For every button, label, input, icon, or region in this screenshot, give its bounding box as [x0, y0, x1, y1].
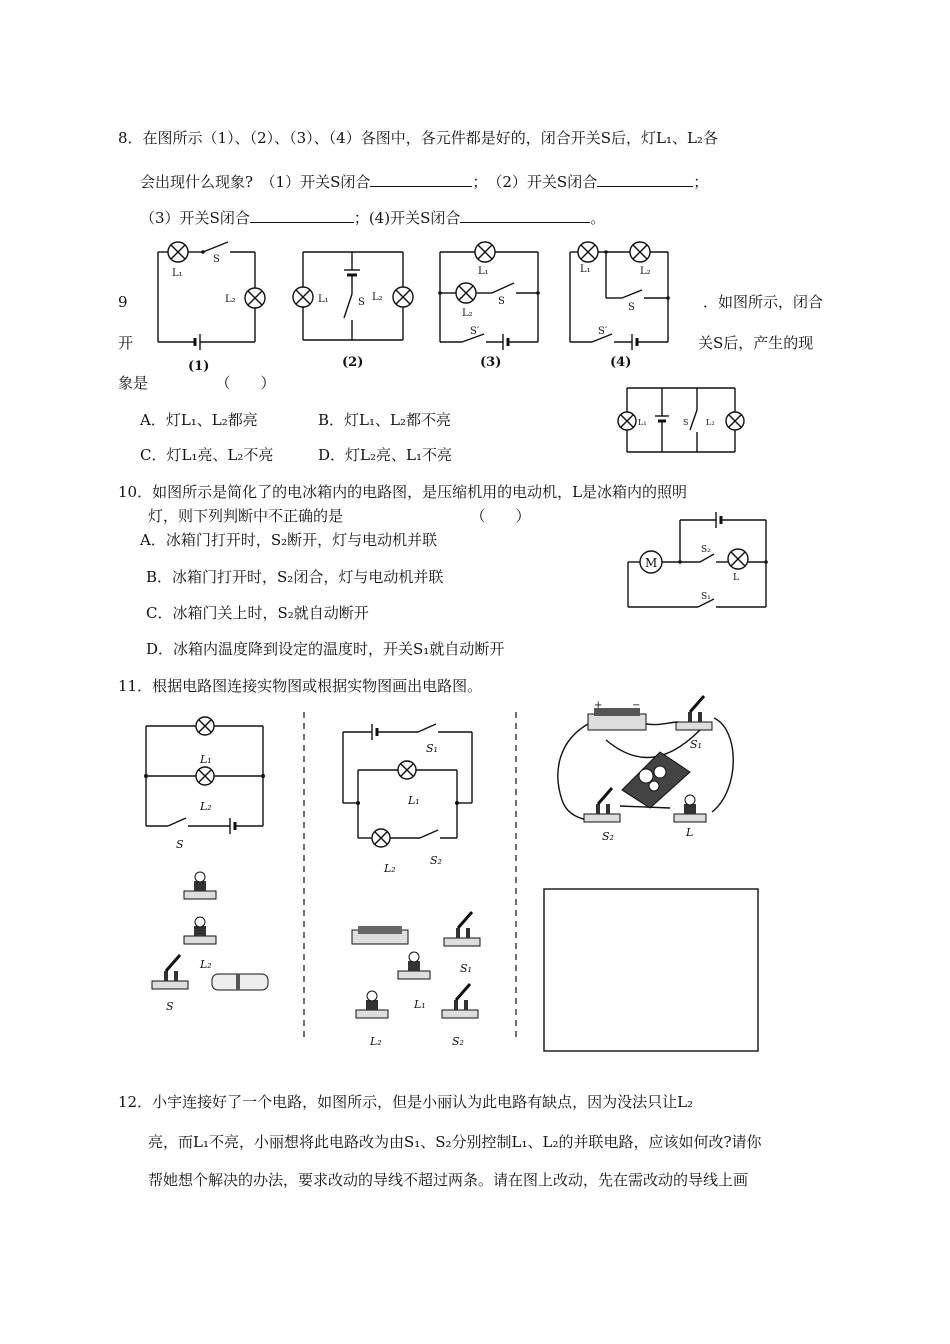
label-plus: +	[594, 700, 603, 711]
q10-line1: 10．如图所示是简化了的电冰箱内的电路图，是压缩机用的电动机，L是冰箱内的照明	[118, 483, 688, 501]
q10-option-c: C．冰箱门关上时，S₂就自动断开	[146, 604, 369, 622]
bulb-component-icon[interactable]	[398, 952, 430, 979]
motor-component-icon	[622, 752, 690, 808]
q8-line2-b: ； （2）开关S闭合	[472, 173, 598, 191]
q12-line3: 帮她想个解决的办法，要求改动的导线不超过两条。请在图上改动，先在需改动的导线上画	[148, 1171, 749, 1189]
q8-line3-b: ；(4)开关S闭合	[353, 209, 461, 227]
label-s2: S₂	[701, 545, 711, 555]
label-l1: L₁	[200, 753, 212, 766]
q9-left2: 开	[118, 334, 134, 352]
label-s: S	[498, 296, 505, 307]
q9-right1: ．如图所示，闭合	[703, 293, 824, 311]
switch-component-icon	[676, 696, 712, 730]
label-s: S	[683, 418, 689, 427]
q9-option-d: D．灯L₂亮、L₁不亮	[318, 446, 452, 464]
q12-line1: 12．小宇连接好了一个电路，如图所示，但是小丽认为此电路有缺点，因为没法只让L₂	[118, 1093, 694, 1111]
label-l: L	[686, 826, 694, 839]
fig-label-1: (1)	[188, 359, 210, 374]
q11-middle-circuit	[343, 724, 480, 1048]
label-s-prime: S′	[470, 326, 480, 337]
battery-component-icon	[588, 714, 646, 730]
label-l2: L₂	[706, 418, 715, 427]
label-l1: L₁	[414, 998, 426, 1011]
bulb-component-icon	[674, 795, 706, 822]
label-l1: L₁	[638, 418, 647, 427]
label-l2: L₂	[370, 1035, 382, 1048]
label-minus: −	[632, 700, 641, 711]
q12-line2: 亮，而L₁不亮，小丽想将此电路改为由S₁、S₂分别控制L₁、L₂的并联电路，应该如何改?请你	[148, 1133, 762, 1151]
q9-line3: 象是 （ ）	[118, 374, 276, 392]
label-s1: S₁	[426, 742, 438, 755]
fig-label-3: (3)	[480, 355, 502, 370]
label-s2: S₂	[452, 1035, 464, 1048]
label-m: M	[645, 556, 658, 570]
label-l2: L₂	[640, 266, 651, 277]
q9-option-a: A．灯L₁、L₂都亮	[140, 411, 258, 429]
switch-component-icon[interactable]	[444, 912, 480, 946]
bulb-component-icon[interactable]	[184, 872, 216, 899]
label-l: L	[733, 573, 739, 583]
switch-component-icon[interactable]	[152, 955, 188, 989]
label-s: S	[176, 838, 184, 851]
label-l2: L₂	[200, 958, 212, 971]
q10-option-b: B．冰箱门打开时，S₂闭合，灯与电动机并联	[146, 568, 444, 586]
switch-component-icon[interactable]	[442, 984, 478, 1018]
q8-line2-c: ；	[693, 173, 709, 191]
lamp-icon	[196, 717, 214, 735]
lamp-icon	[372, 829, 390, 847]
q8-line3-a: （3）开关S闭合	[140, 209, 250, 227]
lamp-icon	[196, 767, 214, 785]
q11-left-circuit	[144, 717, 268, 1013]
label-l2: L₂	[384, 862, 396, 875]
label-l2: L₂	[200, 800, 212, 813]
q8-line3-c: 。	[590, 209, 606, 227]
label-l2: L₂	[225, 294, 236, 305]
q9-option-c: C．灯L₁亮、L₂不亮	[140, 446, 274, 464]
q10-option-a: A．冰箱门打开时，S₂断开，灯与电动机并联	[140, 531, 438, 549]
label-s1: S₁	[460, 962, 472, 975]
q9-option-b: B．灯L₁、L₂都不亮	[318, 411, 451, 429]
fig-label-4: (4)	[610, 355, 632, 370]
q9-num: 9	[118, 293, 128, 311]
lamp-icon	[398, 761, 416, 779]
q9-right2: 关S后，产生的现	[698, 334, 814, 352]
label-s1: S₁	[701, 592, 711, 602]
label-l2: L₂	[372, 292, 383, 303]
label-s2: S₂	[602, 830, 614, 843]
label-s: S	[213, 254, 220, 265]
label-l1: L₁	[408, 794, 420, 807]
bulb-component-icon[interactable]	[184, 917, 216, 944]
fig-label-2: (2)	[342, 355, 364, 370]
label-s-prime: S′	[598, 326, 608, 337]
q11-physical-circuit	[558, 696, 733, 843]
label-l1: L₁	[318, 294, 329, 305]
label-l1: L₁	[478, 266, 489, 277]
label-s: S	[166, 1000, 174, 1013]
answer-drawing-box[interactable]	[544, 889, 758, 1051]
label-l2: L₂	[462, 308, 473, 319]
label-l1: L₁	[580, 264, 591, 275]
label-s: S	[628, 302, 635, 313]
q10-line2: 灯，则下列判断中不正确的是 （ ）	[148, 507, 531, 525]
q8-line1: 8．在图所示（1）、（2）、（3）、（4）各图中，各元件都是好的，闭合开关S后，灯L₁、L₂各	[118, 129, 718, 147]
q11-line1: 11．根据电路图连接实物图或根据实物图画出电路图。	[118, 677, 483, 695]
q10-option-d: D．冰箱内温度降到设定的温度时，开关S₁就自动断开	[146, 640, 505, 658]
label-s2: S₂	[430, 854, 442, 867]
label-s: S	[358, 297, 365, 308]
label-s1: S₁	[690, 738, 702, 751]
label-l1: L₁	[172, 268, 183, 279]
q8-line2-a: 会出现什么现象? （1）开关S闭合	[140, 173, 371, 191]
bulb-component-icon[interactable]	[356, 991, 388, 1018]
switch-component-icon	[584, 788, 620, 822]
